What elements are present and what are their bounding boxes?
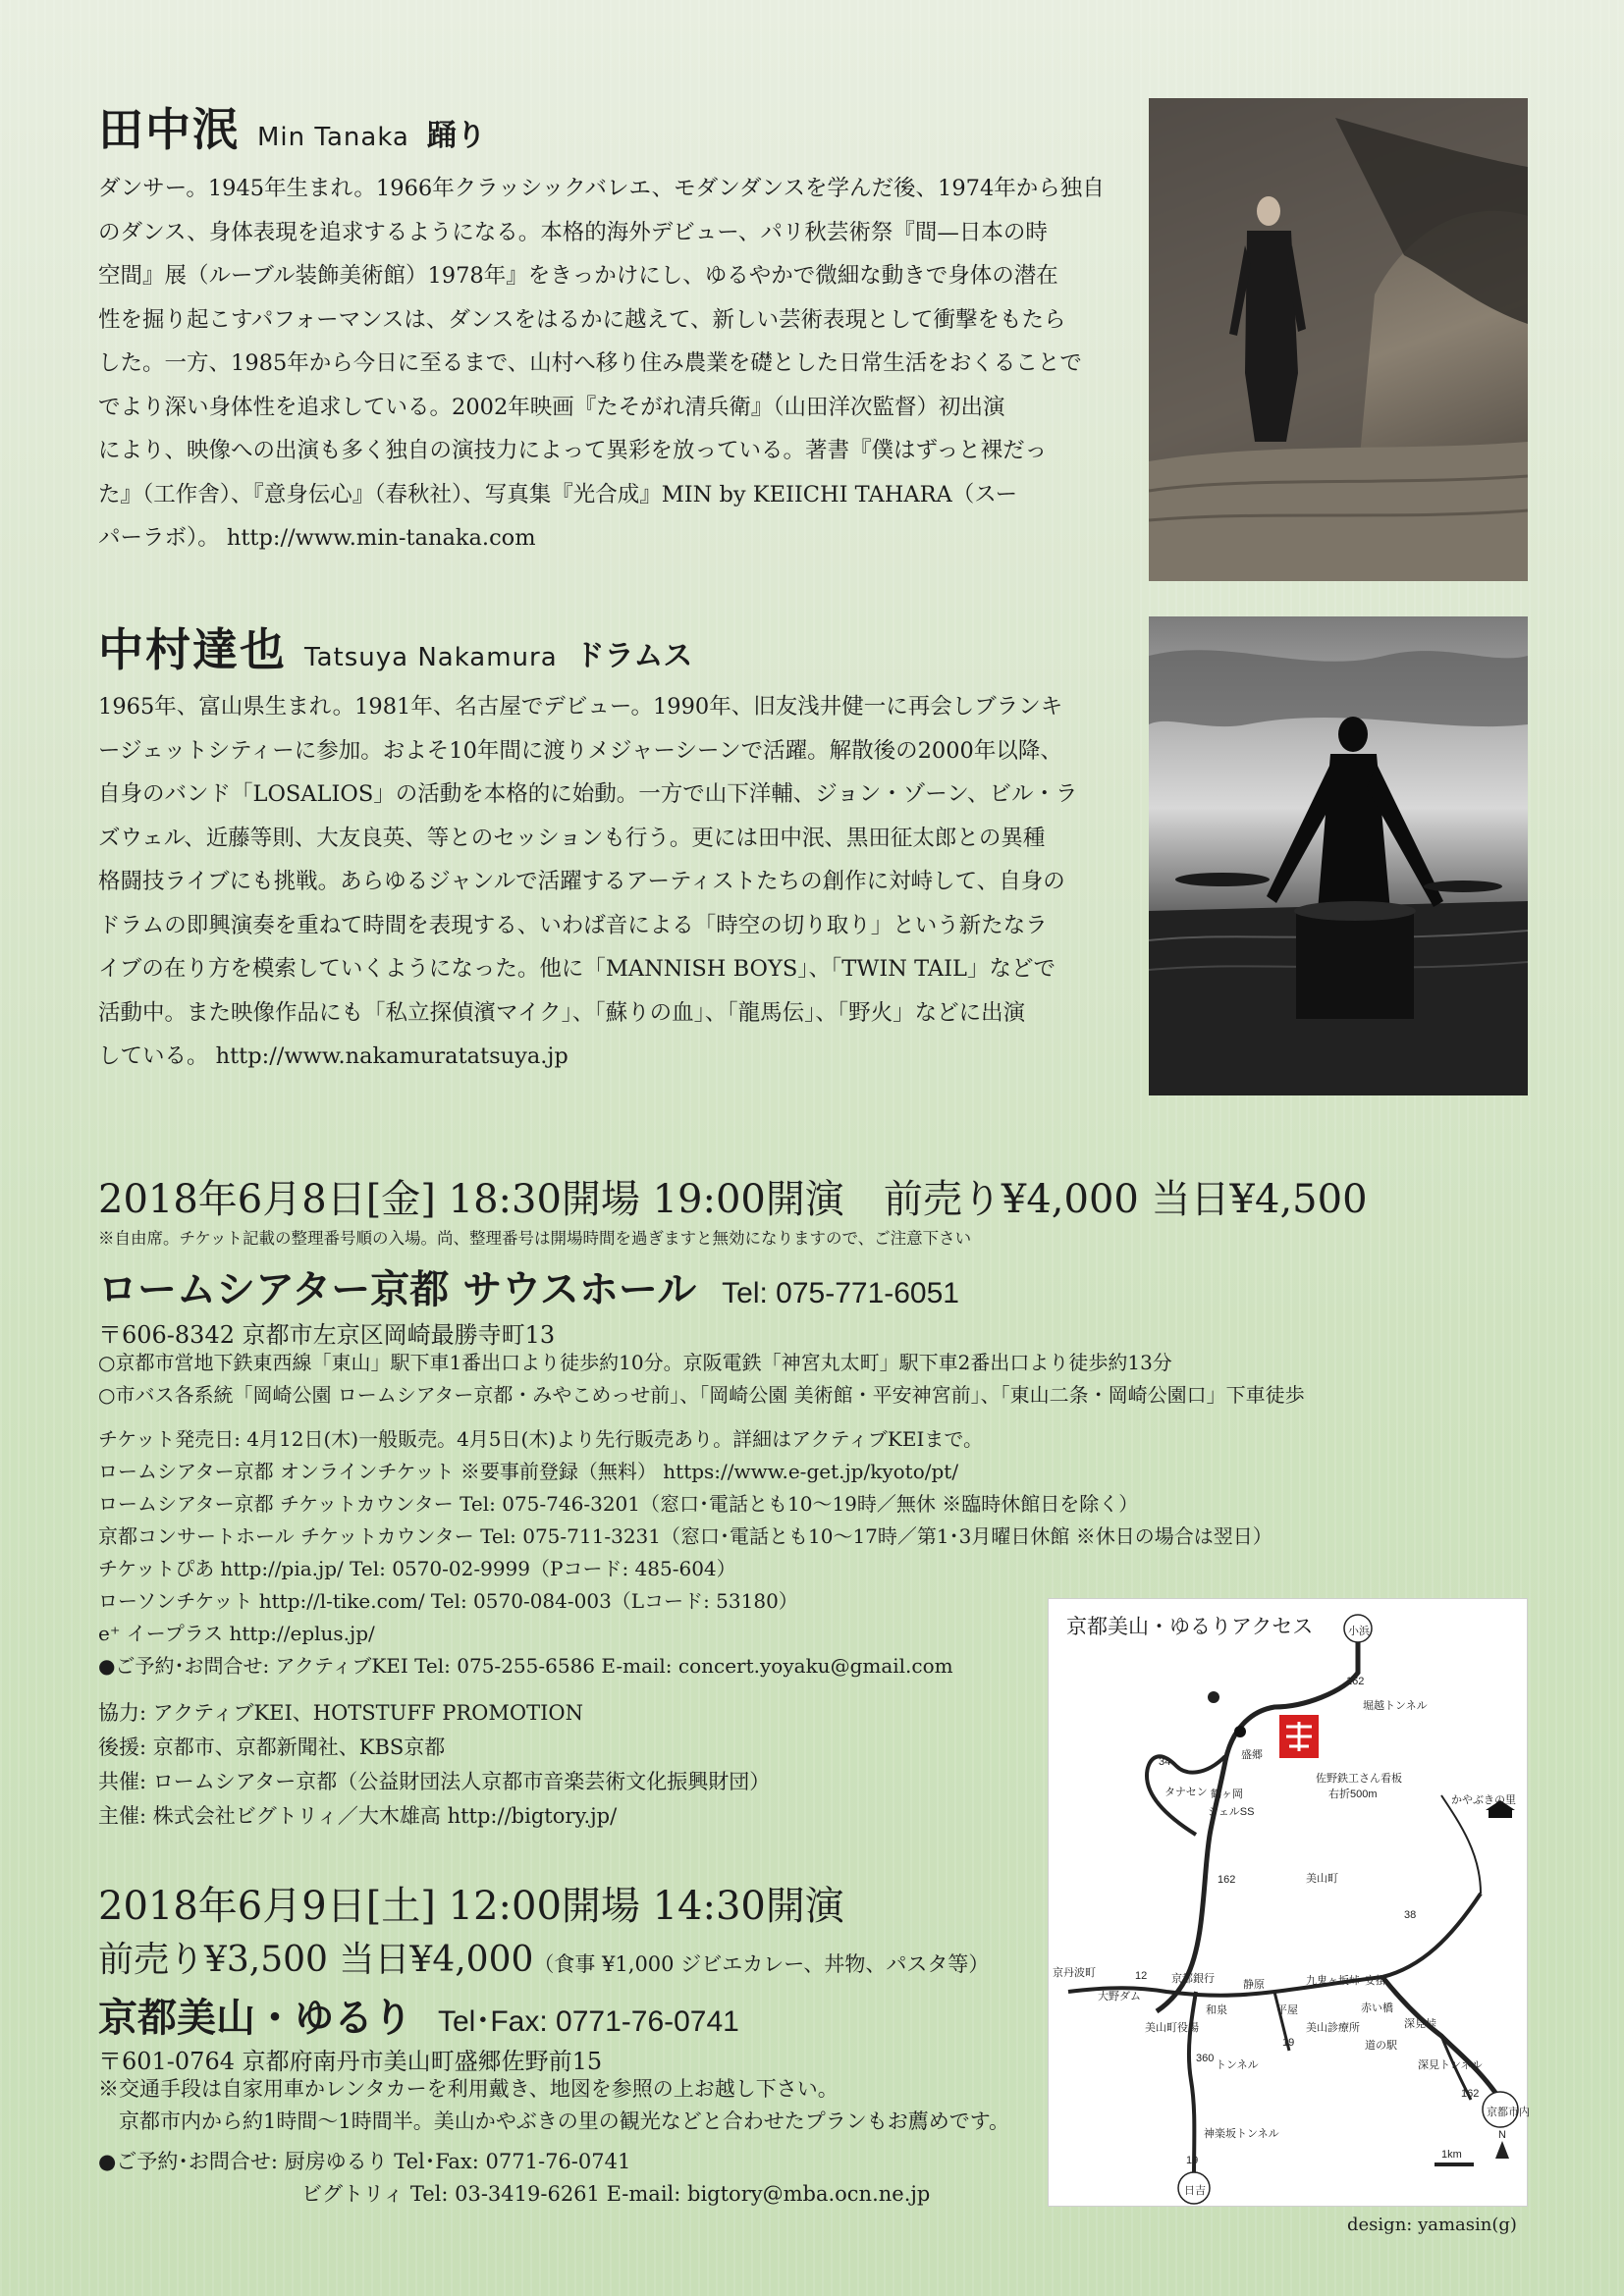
artist2-roman-name: Tatsuya Nakamura (304, 643, 558, 672)
map-label: 大野ダム (1098, 1991, 1141, 2002)
event2-price-note: （食事 ¥1,000 ジビエカレー、丼物、パスタ等） (533, 1952, 990, 1976)
bio-line: した。一方、1985年から今日に至るまで、山村へ移り住み農業を礎とした日常生活をおくることで (98, 350, 1082, 376)
map-label: 19 (1186, 2155, 1199, 2166)
event2-notes (98, 2073, 1009, 2138)
map-label: 京丹波町 (1053, 1967, 1096, 1979)
event2-price (98, 1932, 989, 1982)
event1-credits (98, 1696, 770, 1834)
artist1-section (98, 94, 1124, 561)
credit-line: 共催: ロームシアター京都（公益財団法人京都市音楽芸術文化振興財団） (98, 1770, 771, 1793)
event1-venue (98, 1258, 959, 1314)
note-line: 京都市内から約1時間〜1時間半。美山かやぶきの里の観光などと合わせたプランもお薦めです。 (98, 2109, 1010, 2133)
map-label: 九鬼ヶ坂峠 (1306, 1975, 1360, 1987)
bio-line: でより深い身体性を追求している。2002年映画『たそがれ清兵衛』（山田洋次監督）初出演 (98, 394, 1005, 420)
map-label: 19 (1282, 2037, 1295, 2049)
map-label: 162 (1346, 1676, 1365, 1687)
lawson-ticket-link[interactable]: ローソンチケット http://l-tike.com/ Tel: 0570-084-003（Lコード: 53180） (98, 1589, 798, 1613)
artist1-bio (98, 167, 1124, 561)
artist1-heading (98, 94, 1124, 159)
map-label: 12 (1135, 1970, 1148, 1982)
map-label: 1km (1441, 2149, 1462, 2161)
map-label: かやぶきの里 (1451, 1794, 1516, 1806)
credit-line: 協力: アクティブKEI、HOTSTUFF PROMOTION (98, 1701, 583, 1725)
artist2-heading (98, 614, 1124, 679)
map-title: 京都美山・ゆるりアクセス (1066, 1615, 1314, 1638)
event1-heading: 2018年6月8日[金] 18:30開場 19:00開演 前売り¥4,000 当日¥4,500 (98, 1177, 1368, 1222)
event2-venue-tel: Tel･Fax: 0771-76-0741 (438, 2005, 739, 2038)
bio-line: 活動中。また映像作品にも「私立探偵濱マイク」、「蘇りの血」、「龍馬伝」、「野火」などに出演 (98, 999, 1026, 1026)
map-label: 162 (1461, 2088, 1480, 2100)
access-line: ○京都市営地下鉄東西線「東山」駅下車1番出口より徒歩約10分。京阪電鉄「神宮丸太町」駅下車2番出口より徒歩約13分 (98, 1351, 1172, 1374)
artist2-role: ドラムス (574, 639, 693, 673)
bio-line: している。 http://www.nakamuratatsuya.jp (98, 1043, 568, 1069)
artist1-name: 田中泯 (98, 103, 240, 156)
bio-line: パーラボ）。 http://www.min-tanaka.com (98, 525, 536, 551)
map-label: 京都銀行 (1171, 1973, 1215, 1985)
bio-line: 自身のバンド「LOSALIOS」の活動を本格的に始動。一方で山下洋輔、ジョン・ゾーン、ビル・ラ (98, 781, 1078, 807)
map-label: シェルSS (1208, 1806, 1255, 1818)
eplus-ticket-link[interactable]: e⁺ イープラス http://eplus.jp/ (98, 1622, 375, 1645)
ticket-line: ロームシアター京都 チケットカウンター Tel: 075-746-3201（窓口･電話とも10〜19時／無休 ※臨時休館日を除く） (98, 1492, 1139, 1516)
map-label: 京都市内 (1487, 2107, 1530, 2118)
map-label: 堀越トンネル (1363, 1700, 1428, 1712)
note-line: ※交通手段は自家用車かレンタカーを利用戴き、地図を参照の上お越し下さい。 (98, 2077, 839, 2101)
artist2-bio (98, 685, 1124, 1079)
event1-venue-name: ロームシアター京都 サウスホール (98, 1266, 697, 1312)
contact-line[interactable]: ●ご予約･お問合せ: 厨房ゆるり Tel･Fax: 0771-76-0741 (98, 2150, 631, 2173)
pia-ticket-link[interactable]: チケットぴあ http://pia.jp/ Tel: 0570-02-9999（Pコード: 485-604） (98, 1557, 736, 1580)
event1-venue-tel: Tel: 075-771-6051 (722, 1277, 959, 1309)
map-label: 右折500m (1328, 1789, 1378, 1800)
ticket-line: チケット発売日: 4月12日(木)一般販売。4月5日(木)より先行販売あり。詳細はアクティブKEIまで。 (98, 1427, 983, 1451)
map-label: 盛郷 (1241, 1749, 1263, 1761)
bio-line: た』（工作舎）、『意身伝心』（春秋社）、写真集『光合成』MIN by KEIICHI TAHARA（スー (98, 481, 1018, 507)
artist1-photo (1149, 98, 1528, 581)
event2-price-main: 前売り¥3,500 当日¥4,000 (98, 1940, 534, 1980)
bio-line: イブの在り方を模索していくようになった。他に「MANNISH BOYS」、「TWIN TAIL」などで (98, 956, 1056, 982)
map-label: トンネル (1216, 2059, 1259, 2071)
bio-line: 1965年、富山県生まれ。1981年、名古屋でデビュー。1990年、旧友浅井健一に再会しブランキ (98, 694, 1063, 720)
reservation-contact[interactable]: ●ご予約･お問合せ: アクティブKEI Tel: 075-255-6586 E-mail: concert.yoyaku@gmail.com (98, 1654, 953, 1678)
map-label: 美山町役場 (1145, 2022, 1199, 2034)
map-label: 静原 (1243, 1979, 1265, 1991)
bio-line: 性を掘り起こすパフォーマンスは、ダンスをはるかに越えて、新しい芸術表現として衝撃をもたら (98, 306, 1066, 333)
map-label: 360 (1196, 2053, 1215, 2064)
north-arrow-icon: N (1498, 2129, 1506, 2141)
bio-line: 空間』展（ルーブル装飾美術館）1978年』をきっかけにし、ゆるやかで微細な動きで身体の潜在 (98, 263, 1058, 289)
access-map (1048, 1598, 1528, 2207)
event1-seating-note: ※自由席。チケット記載の整理番号順の入場。尚、整理番号は開場時間を過ぎますと無効になりますので、ご注意下さい (98, 1229, 972, 1248)
bio-line: により、映像への出演も多く独自の演技力によって異彩を放っている。著書『僕はずっと裸だっ (98, 438, 1048, 463)
map-label: 小浜 (1348, 1626, 1370, 1637)
artist1-role: 踊り (426, 119, 486, 153)
credit-line: 後援: 京都市、京都新聞社、KBS京都 (98, 1735, 446, 1759)
bio-line: ドラムの即興演奏を重ねて時間を表現する、いわば音による「時空の切り取り」という新たなラ (98, 912, 1048, 938)
event1-access (98, 1347, 1305, 1412)
map-label: 赤い橋 (1361, 2002, 1393, 2014)
ticket-line: 京都コンサートホール チケットカウンター Tel: 075-711-3231（窓口･電話とも10〜17時／第1･3月曜日休館 ※休日の場合は翌日） (98, 1524, 1272, 1548)
map-label: 和泉 (1206, 2004, 1227, 2016)
map-label: 日吉 (1184, 2185, 1206, 2197)
bio-line: ダンサー。1945年生まれ。1966年クラッシックバレエ、モダンダンスを学んだ後、1974年から独自 (98, 176, 1105, 201)
map-label: 美山町 (1306, 1873, 1338, 1885)
contact-line[interactable]: ビグトリィ Tel: 03-3419-6261 E-mail: bigtory@mba.ocn.ne.jp (301, 2182, 931, 2206)
access-line: ○市バス各系統「岡崎公園 ロームシアター京都・みやこめっせ前」、「岡崎公園 美術館・平安神宮前」、「東山二条・岡崎公園口」下車徒歩 (98, 1383, 1305, 1407)
map-label: 道の駅 (1365, 2040, 1397, 2052)
bio-line: ージェットシティーに参加。およそ10年間に渡りメジャーシーンで活躍。解散後の2000年以降、 (98, 737, 1062, 764)
artist2-section (98, 614, 1124, 1079)
event2-venue-name: 京都美山・ゆるり (98, 1995, 412, 2041)
map-label: 162 (1218, 1874, 1236, 1886)
map-label: 34 (1159, 1756, 1171, 1768)
map-label: タナセン (1164, 1787, 1208, 1798)
artist1-roman-name: Min Tanaka (257, 123, 409, 152)
map-label: 38 (1404, 1909, 1417, 1921)
map-label: 鶴ヶ岡 (1211, 1789, 1243, 1800)
map-roads (1049, 1599, 1527, 2206)
map-label: 美山診療所 (1306, 2022, 1360, 2034)
map-label: 神楽坂トンネル (1204, 2128, 1279, 2140)
artist2-photo (1149, 616, 1528, 1095)
event2-heading: 2018年6月9日[土] 12:00開場 14:30開演 (98, 1884, 844, 1929)
design-credit: design: yamasin(g) (1347, 2215, 1517, 2235)
map-label: 安掛 (1365, 1975, 1386, 1987)
artist2-name: 中村達也 (98, 623, 287, 676)
map-label: 深見トンネル (1418, 2059, 1483, 2071)
credit-line: 主催: 株式会社ビグトリィ／大木雄高 http://bigtory.jp/ (98, 1804, 618, 1828)
bio-line: ズウェル、近藤等則、大友良英、等とのセッションも行う。更には田中泯、黒田征太郎との異種 (98, 825, 1046, 851)
event1-address: 〒606-8342 京都市左京区岡崎最勝寺町13 (98, 1321, 556, 1349)
map-label: 深見峠 (1404, 2018, 1436, 2030)
bio-line: 格闘技ライブにも挑戦。あらゆるジャンルで活躍するアーティストたちの創作に対峙して、自身の (98, 869, 1065, 894)
event2-contact (98, 2146, 930, 2211)
event2-venue (98, 1987, 739, 2043)
map-label: 佐野鉄工さん看板 (1316, 1773, 1402, 1785)
map-label: 平屋 (1276, 2004, 1298, 2016)
bio-line: のダンス、身体表現を追求するようになる。本格的海外デビュー、パリ秋芸術祭『間—日本の時 (98, 219, 1048, 245)
event2-address: 〒601-0764 京都府南丹市美山町盛郷佐野前15 (98, 2048, 603, 2075)
online-ticket-link[interactable]: ロームシアター京都 オンラインチケット ※要事前登録（無料） https://www.e-get.jp/kyoto/pt/ (98, 1460, 959, 1483)
